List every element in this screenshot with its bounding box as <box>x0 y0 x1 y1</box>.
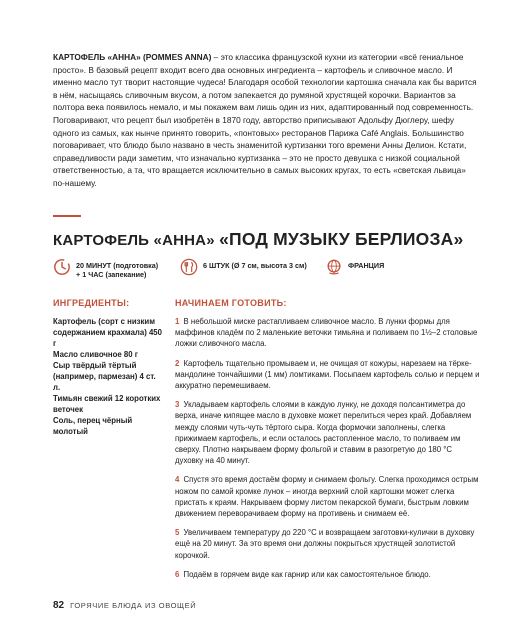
step-item <box>175 527 480 561</box>
ingredient-item: Сыр твёрдый тёртый (например, пармезан) 4 ст. л. <box>53 361 156 392</box>
section-title: ГОРЯЧИЕ БЛЮДА ИЗ ОВОЩЕЙ <box>70 601 197 610</box>
meta-time <box>53 258 158 284</box>
meta-cuisine-text: ФРАНЦИЯ <box>348 261 385 270</box>
step-item <box>175 399 480 466</box>
step-text: Спустя это время достаём форму и снимаем фольгу. Слегка проходимся острым ножом по самой кромке лунок – иногда верхний слой картошки может слегка пристать к краям. Накрываем форму листом пекарской бумаги, быстрым ловким движением переворачиваем форму на противень и снимаем её. <box>175 475 479 519</box>
intro-text: – это классика французской кухни из категории «всё гениальное просто». В базовый рецепт входит всего два основных ингредиента – картофель и сливочное масло. И именно масло тут творит настоящие чудеса! Благодаря особой технологии картошка сначала как бы варится в нём, насыщаясь сливочным вкусом, а потом запекается до румяной хрустящей корочки. Вариантов за полтора века появилось немало, и мы покажем вам лишь один из них, адаптированный под современность. Поговаривают, что рецепт был изобретён в 1870 году, авторство приписывают Адольфу Дюглеру, шефу одного из самых, как нынче принято говорить, «понтовых» ресторанов Парижа Café Anglais. Большинство поговаривает, что блюдо было названо в честь знаменитой куртизанки того времени Анны Делион. Кстати, справедливости ради заметим, что изначально куртизанка – это не просто девушка с низкой социальной ответственностью, а та, что вращается исключительно в самых высоких кругах, то есть «светская львица» по-нашему. <box>53 52 477 188</box>
step-number: 1 <box>175 317 180 326</box>
meta-time-line1: 20 МИНУТ (подготовка) <box>76 261 159 270</box>
intro-lead: КАРТОФЕЛЬ «АННА» (POMMES ANNA) <box>53 52 212 62</box>
step-text: Увеличиваем температуру до 220 °С и возвращаем заготовки-кулички в духовку ещё на 20 минут. За это время они должны покрыться хрустящей золотистой корочкой. <box>175 528 475 560</box>
step-item <box>175 316 480 350</box>
intro-paragraph <box>53 51 478 190</box>
step-item <box>175 569 480 580</box>
clock-icon <box>53 258 71 276</box>
fork-knife-icon <box>180 258 198 276</box>
page-footer <box>53 600 196 611</box>
globe-icon <box>325 258 343 276</box>
meta-servings <box>180 258 307 284</box>
steps-section <box>175 298 480 588</box>
ingredients-list <box>53 316 163 437</box>
steps-heading: НАЧИНАЕМ ГОТОВИТЬ: <box>175 298 287 308</box>
step-text: Картофель тщательно промываем и, не очищая от кожуры, нарезаем на тёрке-мандолине тончайшими (1 мм) ломтиками. Посыпаем картофель солью и перцем и аккуратно перемешиваем. <box>175 358 480 391</box>
section-divider <box>53 215 81 217</box>
step-text: В небольшой миске растапливаем сливочное масло. В лунки формы для маффинов кладём по 2 маленькие веточки тимьяна и поливаем по 1½–2 столовые ложки сливочного масла. <box>175 317 478 349</box>
recipe-title-part2: «ПОД МУЗЫКУ БЕРЛИОЗА» <box>219 229 464 249</box>
ingredient-item: Масло сливочное 80 г <box>53 350 138 359</box>
ingredient-item: Тимьян свежий 12 коротких веточек <box>53 394 161 414</box>
meta-time-line2: + 1 ЧАС (запекание) <box>76 270 147 279</box>
page-number: 82 <box>53 600 65 611</box>
step-number: 3 <box>175 400 180 410</box>
step-number: 2 <box>175 358 180 368</box>
ingredient-item: Соль, перец чёрный молотый <box>53 416 133 436</box>
meta-servings-text: 6 ШТУК (Ø 7 см, высота 3 см) <box>203 261 307 270</box>
ingredient-item: Картофель (сорт с низким содержанием крахмала) 450 г <box>53 317 162 348</box>
step-text: Укладываем картофель слоями в каждую лунку, не доходя полсантиметра до верха, иначе кипящее масло в духовке может перелиться через край. Добавляем между слоями чуть-чуть тёртого сыра. Когда формочки заполнены, слегка прижимаем картофель, и если осталось растопленное масло, то поливаем им сверху. Плотно накрываем форму фольгой и ставим в разогретую до 180 °С духовку на 40 минут. <box>175 400 472 466</box>
ingredients-section <box>53 298 163 437</box>
step-number: 6 <box>175 569 180 579</box>
step-item <box>175 474 480 519</box>
meta-cuisine <box>325 258 384 284</box>
recipe-title-part1: КАРТОФЕЛЬ «АННА» <box>53 232 220 249</box>
ingredients-heading: ИНГРЕДИЕНТЫ: <box>53 298 130 308</box>
step-number: 5 <box>175 528 180 538</box>
recipe-title <box>53 229 493 250</box>
step-item <box>175 358 480 392</box>
step-number: 4 <box>175 475 180 485</box>
step-text: Подаём в горячем виде как гарнир или как самостоятельное блюдо. <box>183 569 431 579</box>
